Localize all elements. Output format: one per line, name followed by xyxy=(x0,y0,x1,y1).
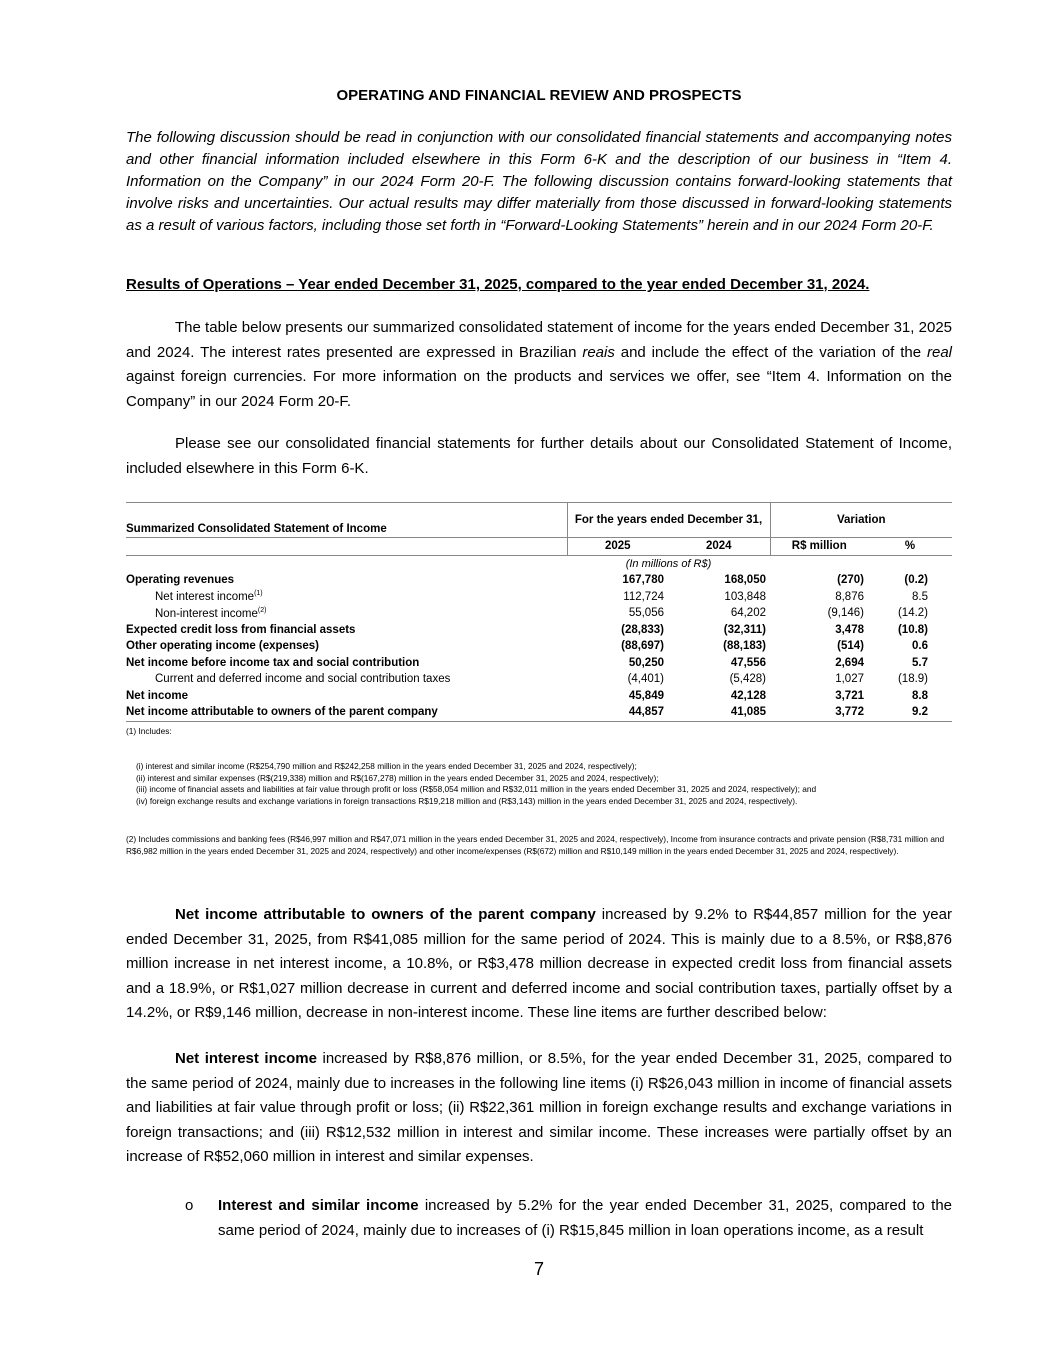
cell-rs: 3,721 xyxy=(835,689,864,702)
para1-text-c: and include the effect of the variation of the xyxy=(614,343,927,361)
cell-rs: 1,027 xyxy=(835,673,864,686)
cell-rs: 2,694 xyxy=(835,656,864,669)
cell-rs: 3,478 xyxy=(835,623,864,636)
footnote-ref: (2) xyxy=(257,606,267,614)
para1-text-a: The table below presents our summarized consolidated statement of income for the years ended December 31, 2025 and 2024. The interest rates presented are expressed in Brazilian xyxy=(126,319,952,361)
para3-bold: Net income attributable to owners of the parent company xyxy=(175,906,596,923)
row-label: Current and deferred income and social contribution taxes xyxy=(155,673,451,686)
cell-2025: (88,697) xyxy=(621,640,664,653)
row-label: Net income attributable to owners of the parent company xyxy=(126,706,438,719)
footnote-2: (2) Includes commissions and banking fees (R$46,997 million and R$47,071 million in the years ended December 31, 2025 and 2024, respectively), Income from insurance contracts and private pension (R$8,731 million and R$6,982 million in the years ended December 31, 2025 and 2024, respectively) and other income/expenses (R$(672) million and R$10,149 million in the years ended December 31, 2025 and 2024, respectively). xyxy=(126,834,945,856)
footnote-item: (iv) foreign exchange results and exchange variations in foreign transactions R$19,218 million and (R$3,143) million in the years ended December 31, 2025 and 2024, respectively). xyxy=(136,795,798,806)
table-row xyxy=(126,638,952,655)
table-row xyxy=(126,688,952,705)
cell-pct: (10.8) xyxy=(897,623,929,636)
cell-rs: 8,876 xyxy=(835,590,864,603)
para4-bold: Net interest income xyxy=(175,1050,317,1067)
para1-italic-reais: reais xyxy=(582,343,615,361)
table-row xyxy=(126,655,952,672)
cell-2025: 50,250 xyxy=(628,656,664,669)
variation-header: Variation xyxy=(770,503,952,538)
bullet-text: increased by 5.2% for the year ended December 31, 2025, compared to the same period of 2024, mainly due to increases of (i) R$15,845 million in loan operations income, as a result xyxy=(218,1197,953,1239)
para3-text: increased by 9.2% to R$44,857 million for the year ended December 31, 2025, from R$41,085 million for the same period of 2024. This is mainly due to a 8.5%, or R$8,876 million increase in net interest income, a 10.8%, or R$3,478 million decrease in expected credit loss from financial assets and a 18.9%, or R$1,027 million decrease in current and deferred income and social contribution taxes, partially offset by a 14.2%, or R$9,146 million, decrease in non-interest income. These line items are further described below: xyxy=(126,906,952,1021)
cell-2024: 168,050 xyxy=(724,574,766,587)
cell-pct: 0.6 xyxy=(912,640,929,653)
cell-2025: 45,849 xyxy=(628,689,664,702)
page-title: OPERATING AND FINANCIAL REVIEW AND PROSPECTS xyxy=(336,87,742,104)
cell-2024: 103,848 xyxy=(724,590,766,603)
row-label: Net income before income tax and social contribution xyxy=(126,656,420,669)
cell-pct: (14.2) xyxy=(897,607,929,620)
footnote-item: (iii) income of financial assets and liabilities at fair value through profit or loss (R$58,054 million and R$32,011 million in the years ended December 31, 2025 and 2024, respectively); and xyxy=(136,784,817,794)
col-2025: 2025 xyxy=(567,538,668,556)
cell-rs: (514) xyxy=(837,640,864,653)
bullet-bold: Interest and similar income xyxy=(218,1197,419,1214)
net-income-paragraph xyxy=(126,903,952,1026)
cell-2024: 64,202 xyxy=(730,607,766,620)
cell-2024: (32,311) xyxy=(723,623,766,636)
col-pct: % xyxy=(904,540,916,553)
table-intro-paragraph xyxy=(126,316,952,414)
para4-text: increased by R$8,876 million, or 8.5%, for the year ended December 31, 2025, compared to the same period of 2024, mainly due to increases in the following line items (i) R$26,043 million in income of financial assets and liabilities at fair value through profit or loss; (ii) R$22,361 million in foreign exchange results and exchange variations in foreign transactions; and (iii) R$12,532 million in interest and similar income. These increases were partially offset by an increase of R$52,060 million in interest and similar expenses. xyxy=(126,1050,952,1165)
cell-2024: (5,428) xyxy=(729,673,766,686)
bullet-icon: o xyxy=(185,1197,194,1214)
col-2024: 2024 xyxy=(705,540,732,553)
table-footnotes xyxy=(126,726,952,738)
table-row xyxy=(126,589,952,606)
cell-2025: 44,857 xyxy=(628,706,664,719)
table-row xyxy=(126,605,952,622)
section-heading: Results of Operations – Year ended December 31, 2025, compared to the year ended December 31, 2024. xyxy=(126,276,870,293)
cell-pct: (18.9) xyxy=(897,673,929,686)
cell-pct: (0.2) xyxy=(904,574,929,587)
cell-2024: 47,556 xyxy=(730,656,766,669)
row-label: Operating revenues xyxy=(126,574,235,587)
cell-pct: 5.7 xyxy=(912,656,929,669)
table-row xyxy=(126,704,952,721)
footnote-1-head: (1) Includes: xyxy=(126,726,172,736)
footnote-ref: (1) xyxy=(254,590,263,598)
income-statement-table xyxy=(126,502,952,722)
units-note: (In millions of R$) xyxy=(625,557,712,570)
table-row xyxy=(126,622,952,639)
cell-2025: (28,833) xyxy=(621,623,664,636)
footnote-item: (i) interest and similar income (R$254,790 million and R$242,258 million in the years ended December 31, 2025 and 2024, respectively); xyxy=(136,761,637,771)
cell-pct: 8.8 xyxy=(912,689,929,702)
years-header: For the years ended December 31, xyxy=(567,503,770,538)
para1-text-e: against foreign currencies. For more information on the products and services we offer, see “Item 4. Information on the Company” in our 2024 Form 20-F. xyxy=(126,368,952,410)
footnote-item: (ii) interest and similar expenses (R$(219,338) million and R$(167,278) million in the years ended December 31, 2025 and 2024, respectively); xyxy=(136,772,659,783)
para1-italic-real: real xyxy=(926,343,952,361)
row-label xyxy=(126,605,567,622)
col-rs-million: R$ million xyxy=(770,538,868,556)
cell-2025: 55,056 xyxy=(628,607,664,620)
cell-2025: (4,401) xyxy=(627,673,664,686)
cell-2024: 42,128 xyxy=(730,689,766,702)
bullet-item-interest-income xyxy=(185,1194,953,1243)
cell-2025: 112,724 xyxy=(623,590,664,603)
page-number: 7 xyxy=(533,1259,544,1279)
see-statements-paragraph: Please see our consolidated financial statements for further details about our Consolidated Statement of Income, included elsewhere in this Form 6-K. xyxy=(126,435,952,477)
cell-rs: 3,772 xyxy=(835,706,864,719)
cell-2024: 41,085 xyxy=(730,706,766,719)
cell-2025: 167,780 xyxy=(622,574,664,587)
table-row xyxy=(126,572,952,589)
cell-rs: (270) xyxy=(837,574,864,587)
cell-pct: 8.5 xyxy=(912,590,929,603)
intro-paragraph: The following discussion should be read in conjunction with our consolidated financial statements and accompanying notes and other financial information included elsewhere in this Form 6-K and the description of our business in “Item 4. Information on the Company” in our 2024 Form 20-F. The following discussion contains forward-looking statements that involve risks and uncertainties. Our actual results may differ materially from those discussed in forward-looking statements as a result of various factors, including those set forth in “Forward-Looking Statements” herein and in our 2024 Form 20-F. xyxy=(126,129,952,234)
row-label: Expected credit loss from financial assets xyxy=(126,623,356,636)
footnote-1-list xyxy=(136,761,952,807)
cell-pct: 9.2 xyxy=(912,706,929,719)
table-row xyxy=(126,671,952,688)
net-interest-income-paragraph xyxy=(126,1047,952,1170)
row-label-text: Net interest income xyxy=(155,591,255,604)
row-label xyxy=(126,589,567,606)
cell-2024: (88,183) xyxy=(723,640,766,653)
table-title: Summarized Consolidated Statement of Income xyxy=(126,523,387,535)
row-label: Other operating income (expenses) xyxy=(126,640,319,653)
row-label: Net income xyxy=(126,689,188,702)
cell-rs: (9,146) xyxy=(827,607,864,620)
row-label-text: Non-interest income xyxy=(155,607,258,620)
